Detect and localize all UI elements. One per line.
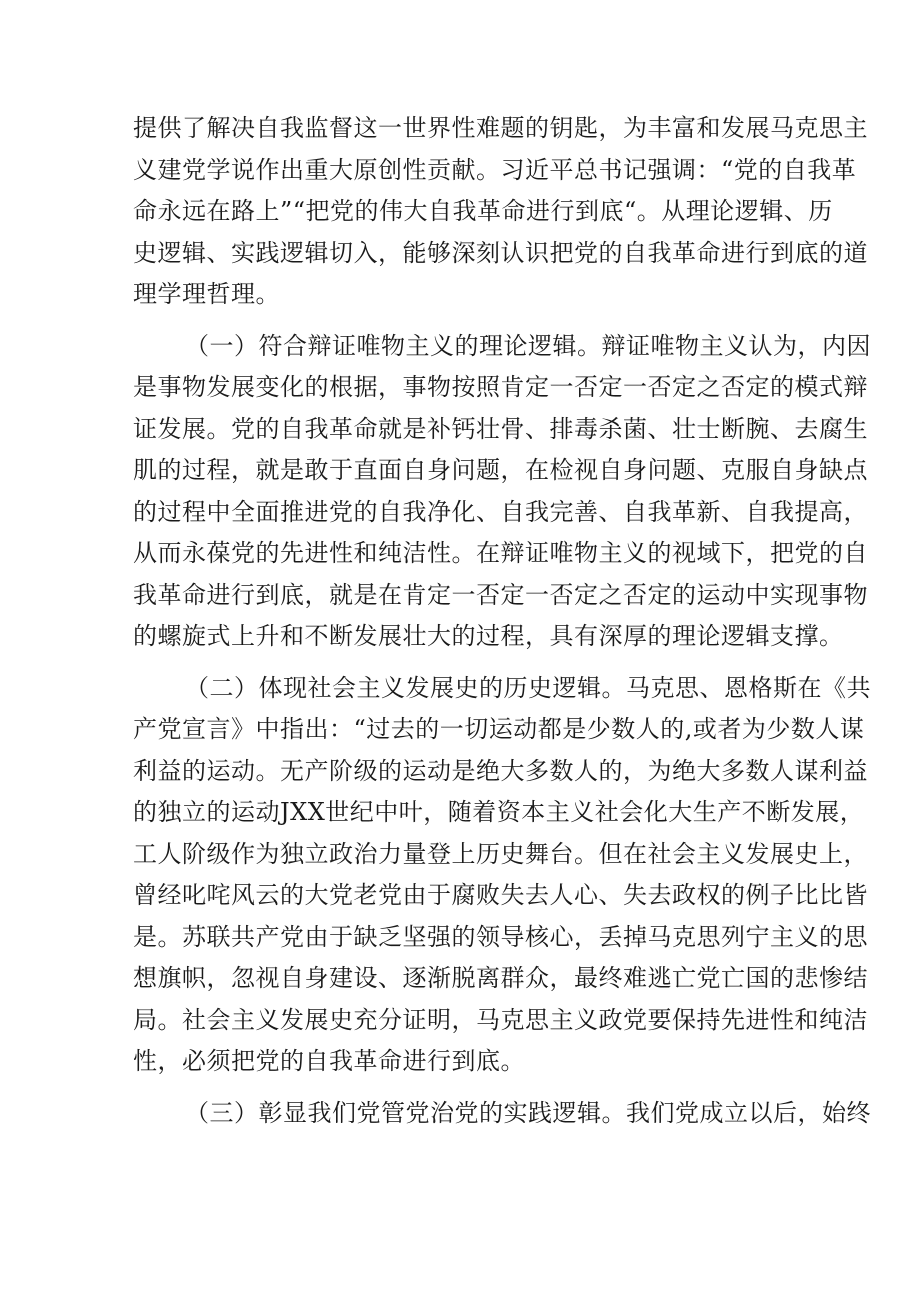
text-line: （二）体现社会主义发展史的历史逻辑。马克思、恩格斯在《共 <box>185 673 871 702</box>
text-line: 局。社会主义发展史充分证明，马克思主义政党要保持先进性和纯洁 <box>133 1005 868 1034</box>
paragraph-4 <box>133 1093 871 1135</box>
text-line: 从而永葆党的先进性和纯洁性。在辩证唯物主义的视域下，把党的自 <box>133 539 868 567</box>
text-line: 产党宣言》中指出：“过去的一切运动都是少数人的,或者为少数人谋 <box>133 715 865 743</box>
text-line: 肌的过程，就是敢于直面自身问题，在检视自身问题、克服自身缺点 <box>133 456 868 484</box>
text-line: 是事物发展变化的根据，事物按照肯定一否定一否定之否定的模式辩 <box>133 373 868 401</box>
text-line: 理学理哲理。 <box>133 280 280 308</box>
text-line: （三）彰显我们党管党治党的实践逻辑。我们党成立以后，始终 <box>185 1098 871 1127</box>
text-line: （一）符合辩证唯物主义的理论逻辑。辩证唯物主义认为，内因 <box>185 331 871 360</box>
document-body <box>133 108 871 1134</box>
text-line: 提供了解决自我监督这一世界性难题的钥匙，为丰富和发展马克思主 <box>133 114 868 142</box>
paragraph-spacing <box>133 658 793 668</box>
text-line: 的螺旋式上升和不断发展壮大的过程，具有深厚的理论逻辑支撑。 <box>133 622 844 650</box>
paragraph-3 <box>133 668 871 1083</box>
text-line: 义建党学说作出重大原创性贡献。习近平总书记强调：“党的自我革 <box>133 155 857 184</box>
text-line: 的过程中全面推进党的自我净化、自我完善、自我革新、自我提高， <box>133 497 868 526</box>
text-line: 工人阶级作为独立政治力量登上历史舞台。但在社会主义发展史上， <box>133 839 868 868</box>
paragraph-spacing <box>133 316 793 326</box>
text-line: 曾经叱咤风云的大党老党由于腐败失去人心、失去政权的例子比比皆 <box>133 881 868 909</box>
text-line: 想旗帜，忽视自身建设、逐渐脱离群众，最终难逃亡党亡国的悲惨结 <box>133 964 868 992</box>
text-line: 证发展。党的自我革命就是补钙壮骨、排毒杀菌、壮士断腕、去腐生 <box>133 414 868 443</box>
text-line: 性，必须把党的自我革命进行到底。 <box>133 1047 525 1075</box>
text-line: 的独立的运动JXX世纪中叶，随着资本主义社会化大生产不断发展， <box>133 798 865 826</box>
paragraph-1 <box>133 108 868 316</box>
text-line: 我革命进行到底，就是在肯定一否定一否定之否定的运动中实现事物 <box>133 580 868 609</box>
text-line: 利益的运动。无产阶级的运动是绝大多数人的，为绝大多数人谋利益 <box>133 756 868 785</box>
text-line: 命永远在路上”“把党的伟大自我革命进行到底“。从理论逻辑、历 <box>133 197 833 225</box>
paragraph-spacing <box>133 1083 793 1093</box>
text-line: 史逻辑、实践逻辑切入，能够深刻认识把党的自我革命进行到底的道 <box>133 238 868 267</box>
text-line: 是。苏联共产党由于缺乏坚强的领导核心，丢掉马克思列宁主义的思 <box>133 922 868 951</box>
paragraph-2 <box>133 326 871 658</box>
